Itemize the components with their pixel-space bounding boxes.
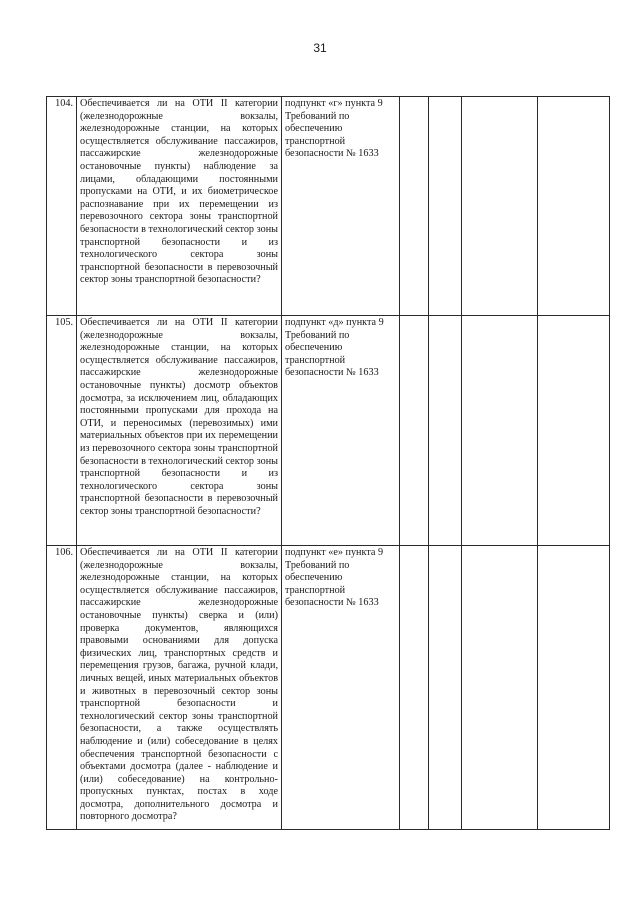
question-text: Обеспечивается ли на ОТИ II категории (железнодорожные вокзалы, железнодорожные станции, на которых осуществляется обслуживание пассажиров, пассажирские железнодорожные остановочные пункты) досмотр объектов досмотра, за исключением лиц, обладающих постоянными пропусками для прохода на ОТИ, и переносимых (перевозимых) ими материальных объектов при их перемещении из перевозочного сектора зоны транспортной безопасности в технологический сектор зоны транспортной безопасности и из технологического сектора зоны транспортной безопасности в перевозочный сектор зоны транспортной безопасности? bbox=[77, 316, 282, 546]
answer-cell bbox=[538, 97, 610, 316]
answer-cell bbox=[538, 546, 610, 830]
answer-cell bbox=[429, 546, 462, 830]
answer-cell bbox=[538, 316, 610, 546]
answer-cell bbox=[400, 97, 429, 316]
answer-cell bbox=[462, 97, 538, 316]
requirement-reference: подпункт «г» пункта 9 Требований по обеспечению транспортной безопасности № 1633 bbox=[282, 97, 400, 316]
page-number: 31 bbox=[313, 41, 327, 55]
table-row bbox=[47, 546, 610, 830]
requirement-reference: подпункт «д» пункта 9 Требований по обеспечению транспортной безопасности № 1633 bbox=[282, 316, 400, 546]
question-text: Обеспечивается ли на ОТИ II категории (железнодорожные вокзалы, железнодорожные станции, на которых осуществляется обслуживание пассажиров, пассажирские железнодорожные остановочные пункты) наблюдение за лицами, обладающими постоянными пропусками на ОТИ, и их биометрическое распознавание при их перемещении из перевозочного сектора зоны транспортной безопасности в технологический сектор зоны транспортной безопасности и из технологического сектора зоны транспортной безопасности в перевозочный сектор зоны транспортной безопасности? bbox=[77, 97, 282, 316]
answer-cell bbox=[462, 546, 538, 830]
checklist-table bbox=[46, 96, 610, 830]
answer-cell bbox=[462, 316, 538, 546]
row-number: 106. bbox=[47, 546, 77, 830]
answer-cell bbox=[400, 316, 429, 546]
requirement-reference: подпункт «е» пункта 9 Требований по обеспечению транспортной безопасности № 1633 bbox=[282, 546, 400, 830]
table-row bbox=[47, 97, 610, 316]
row-number: 105. bbox=[47, 316, 77, 546]
answer-cell bbox=[429, 316, 462, 546]
answer-cell bbox=[429, 97, 462, 316]
question-text: Обеспечивается ли на ОТИ II категории (железнодорожные вокзалы, железнодорожные станции, на которых осуществляется обслуживание пассажиров, пассажирские железнодорожные остановочные пункты) сверка и (или) проверка документов, являющихся правовыми основаниями для допуска физических лиц, транспортных средств и перемещения грузов, багажа, ручной клади, личных вещей, иных материальных объектов и животных в перевозочный сектор зоны транспортной безопасности и технологический сектор зоны транспортной безопасности, а также осуществлять наблюдение и (или) собеседование в целях обеспечения транспортной безопасности с объектами досмотра (далее - наблюдение и (или) собеседование) на контрольно-пропускных пунктах, постах в ходе досмотра, дополнительного досмотра и повторного досмотра? bbox=[77, 546, 282, 830]
row-number: 104. bbox=[47, 97, 77, 316]
table-row bbox=[47, 316, 610, 546]
answer-cell bbox=[400, 546, 429, 830]
